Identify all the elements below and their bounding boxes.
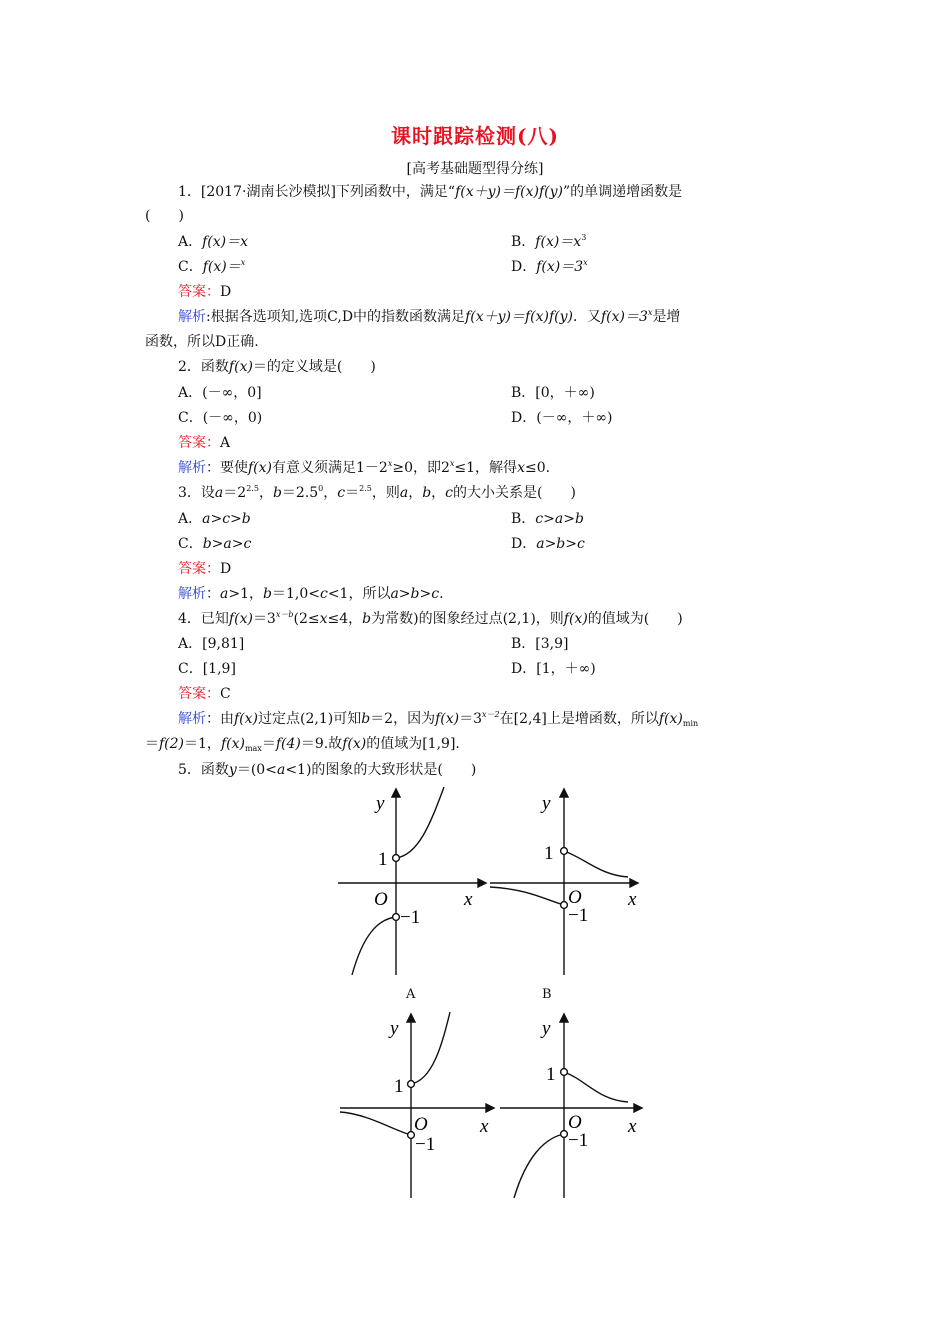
graph-b-caption: B bbox=[542, 987, 552, 1002]
q3-option-a: A．a>c>b bbox=[178, 511, 251, 527]
q1-stem: 1．[2017·湖南长沙模拟]下列函数中，满足“f(x＋y)＝f(x)f(y)”的单调递增函数是 bbox=[178, 184, 683, 200]
graph-c-minus-one-label: −1 bbox=[415, 1134, 436, 1155]
q4-analysis-cont: ＝f(2)＝1，$f(x)_{max}=f(4)=9$.故f(x)的值域为[1,9]. bbox=[145, 736, 460, 753]
q4-answer: 答案：C bbox=[178, 686, 231, 702]
q5-graph-b bbox=[488, 785, 646, 980]
q5-graph-d bbox=[498, 1008, 648, 1203]
graph-a-x-label: x bbox=[464, 889, 473, 910]
graph-b-y-label: y bbox=[542, 793, 551, 814]
q3-option-c: C．b>a>c bbox=[178, 536, 252, 552]
q5-graph-a bbox=[338, 785, 488, 980]
q4-option-a: A．[9,81] bbox=[178, 636, 245, 652]
q1-paren: ( ) bbox=[145, 208, 184, 224]
q1-answer: 答案：D bbox=[178, 284, 232, 300]
q4-option-b: B．[3,9] bbox=[511, 636, 569, 652]
q1-option-c: C．f(x)＝$^x$ bbox=[178, 258, 246, 275]
graph-a-minus-one-label: −1 bbox=[400, 907, 421, 928]
graph-b-minus-one-label: −1 bbox=[568, 905, 589, 926]
page-title: 课时跟踪检测(八) bbox=[391, 124, 559, 148]
q2-analysis: 解析：要使f(x)有意义须满足$1-2^x\ge 0$，即$2^x\le 1$，解得x≤0. bbox=[178, 459, 551, 476]
q2-option-b: B．[0，＋∞) bbox=[511, 385, 595, 401]
q3-answer: 答案：D bbox=[178, 561, 232, 577]
graph-d-x-label: x bbox=[628, 1116, 637, 1137]
q1-analysis: 解析:根据各选项知,选项C,D中的指数函数满足f(x＋y)＝f(x)f(y)．又$f(x)=3^x$是增 bbox=[178, 308, 681, 325]
q2-stem: 2．函数f(x)＝的定义域是( ) bbox=[178, 359, 376, 375]
q4-option-c: C．[1,9] bbox=[178, 661, 236, 677]
q2-answer: 答案：A bbox=[178, 435, 231, 451]
page-subtitle: [高考基础题型得分练] bbox=[406, 161, 544, 177]
graph-a-origin-label: O bbox=[374, 889, 388, 910]
graph-b-origin-label: O bbox=[568, 887, 582, 908]
graph-c-y-label: y bbox=[390, 1018, 399, 1039]
q1-option-d: D．$f(x)=3^x$ bbox=[511, 258, 588, 275]
graph-d-y-label: y bbox=[542, 1018, 551, 1039]
q3-analysis: 解析：a>1，b＝1,0<c<1，所以a>b>c. bbox=[178, 586, 444, 602]
graph-a-one-label: 1 bbox=[378, 849, 388, 870]
graph-d-one-label: 1 bbox=[546, 1064, 556, 1085]
graph-d-origin-label: O bbox=[568, 1112, 582, 1133]
q4-stem: 4．已知$f(x)=3^{x-b}(2\le x\le 4$，b为常数)的图象经过点(2,1)，则f(x)的值域为( ) bbox=[178, 610, 683, 627]
graph-d-minus-one-label: −1 bbox=[568, 1130, 589, 1151]
graph-b-one-label: 1 bbox=[544, 843, 554, 864]
q1-analysis-cont: 函数，所以D正确. bbox=[145, 334, 259, 350]
q3-option-b: B．c>a>b bbox=[511, 511, 584, 527]
graph-a-caption: A bbox=[406, 987, 416, 1002]
q5-graph-c bbox=[338, 1008, 498, 1203]
q5-stem: 5．函数y＝(0<a<1)的图象的大致形状是( ) bbox=[178, 762, 477, 778]
q3-option-d: D．a>b>c bbox=[511, 536, 585, 552]
q4-analysis: 解析：由f(x)过定点(2,1)可知b＝2，因为$f(x)=3^{x-2}$在[2,4]上是增函数，所以$f(x)_{min}$ bbox=[178, 710, 699, 728]
q3-stem: 3．设$a=2^{2.5}$，$b=2.5^0$，c＝$^{2.5}$，则a，b，c的大小关系是( ) bbox=[178, 484, 576, 501]
graph-b-x-label: x bbox=[628, 889, 637, 910]
q2-option-d: D．(－∞，＋∞) bbox=[511, 410, 613, 426]
graph-c-one-label: 1 bbox=[394, 1076, 404, 1097]
graph-c-origin-label: O bbox=[414, 1114, 428, 1135]
q1-option-a: A．f(x)＝x bbox=[178, 234, 249, 250]
q4-option-d: D．[1，＋∞) bbox=[511, 661, 596, 677]
graph-c-x-label: x bbox=[480, 1116, 489, 1137]
q2-option-a: A．(－∞，0] bbox=[178, 385, 262, 401]
q1-option-b: B．$f(x)=x^3$ bbox=[511, 233, 587, 250]
q2-option-c: C．(－∞，0) bbox=[178, 410, 263, 426]
graph-a-y-label: y bbox=[376, 793, 385, 814]
